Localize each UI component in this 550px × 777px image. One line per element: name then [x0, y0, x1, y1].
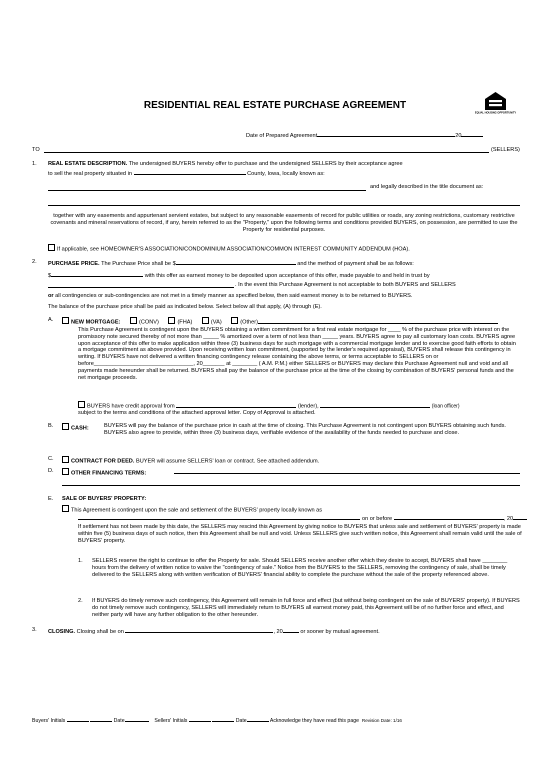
option-b-heading-row: CASH: — [62, 423, 89, 432]
document-title: RESIDENTIAL REAL ESTATE PURCHASE AGREEMENT — [143, 100, 407, 111]
option-b-body: BUYERS will pay the balance of the purchase price in cash at the time of closing. This Purchase Agreement is not contingent upon BUYERS obtaining such funds. BUYERS also agree to provide, within three (3) business days, verifiable evidence of the availability of the funds needed to purchase and close. — [104, 423, 506, 436]
section-2-line-3: . In the event this Purchase Agreement is not acceptable to both BUYERS and SELLERS — [235, 282, 456, 288]
option-d-label: D. — [48, 468, 54, 474]
option-e-item-2-body: If BUYERS do timely remove such contingency, this Agreement will remain in full force and effect (but without being contingent on the sale of BUYERS' property). If BUYERS do not timely remove such contingency, SELLERS will immediately return to BUYERS all earnest money paid, this Agreement will be of no further force and effect, and neither party will have any further obligation to the other hereunder. — [92, 598, 520, 618]
option-e-label: E. — [48, 496, 54, 502]
purchase-price-field[interactable] — [176, 259, 296, 265]
other-mortgage-field[interactable] — [258, 318, 498, 324]
option-e-item-2-number: 2. — [78, 598, 83, 604]
option-a-label: A. — [48, 317, 54, 323]
legal-description-field[interactable] — [48, 205, 520, 206]
date-prepared-year: 20 — [455, 133, 462, 139]
option-e-body: If settlement has not been made by this date, the SELLERS may rescind this Agreement by giving notice to BUYERS that unless sale and settlement of BUYERS' property is made within five (5) business days of such notice, then this Agreement shall be null and void. Unless SELLERS give such written notice, this Agreement shall remain valid until the sale of BUYERS' property. — [78, 524, 522, 544]
option-a-row: NEW MORTGAGE: (CONV) (FHA) (VA) (Other) — [62, 317, 498, 326]
lender-field[interactable] — [176, 402, 296, 408]
credit-approval-row: BUYERS have credit approval from (lender), (loan officer) — [78, 401, 459, 410]
footer-date-1-label: Date — [113, 718, 125, 724]
option-e-item-1-number: 1. — [78, 558, 83, 564]
fha-checkbox[interactable] — [168, 317, 175, 324]
conv-checkbox[interactable] — [130, 317, 137, 324]
buyer-initials-field-1[interactable] — [67, 716, 89, 722]
hoa-checkbox[interactable] — [48, 244, 55, 251]
revision-date: Revision Date: 1/16 — [361, 718, 402, 723]
other-financing-checkbox[interactable] — [62, 468, 69, 475]
buyers-property-field[interactable] — [78, 519, 360, 520]
equal-housing-logo — [474, 91, 517, 117]
date-prepared-field[interactable] — [317, 131, 455, 137]
to-label: TO — [32, 147, 40, 153]
contract-for-deed-checkbox[interactable] — [62, 456, 69, 463]
section-2-heading: PURCHASE PRICE. — [48, 261, 100, 267]
va-checkbox[interactable] — [202, 317, 209, 324]
trust-holder-field[interactable] — [48, 287, 234, 288]
buyer-initials-field-2[interactable] — [90, 716, 112, 722]
credit-approval-line-2: subject to the terms and conditions of the attached approval letter. Copy of Approval is attached. — [78, 410, 316, 416]
date-prepared-year-field[interactable] — [461, 131, 483, 137]
to-field[interactable] — [44, 152, 489, 153]
section-3-heading: CLOSING. — [48, 629, 76, 635]
date-prepared-row — [246, 131, 483, 140]
section-2-line-1: PURCHASE PRICE. The Purchase Price shall be $ and the method of payment shall be as follows: — [48, 261, 414, 267]
credit-approval-checkbox[interactable] — [78, 401, 85, 408]
closing-date-field[interactable] — [125, 627, 273, 633]
hoa-row: If applicable, see HOMEOWNER'S ASSOCIATION/CONDOMINIUM ASSOCIATION/COMMON INTEREST COMMUNITY ADDENDUM (HOA). — [48, 244, 410, 253]
section-2-line-2: $ with this offer as earnest money to be deposited upon acceptance of this offer, made payable to and held in trust by — [48, 273, 430, 279]
sellers-initials-label: Sellers' Initials — [154, 718, 188, 724]
section-1-heading: REAL ESTATE DESCRIPTION. — [48, 161, 128, 167]
seller-initials-field-1[interactable] — [189, 716, 211, 722]
seller-date-field[interactable] — [247, 716, 269, 722]
option-a-body: This Purchase Agreement is contingent upon the BUYERS obtaining a written commitment for a first real estate mortgage for ____ % of the purchase price with interest on the promissory note secured thereby of not more than _____ % amortized over a term of not less than _____ years. BUYERS agree to pay all customary loan costs. BUYERS agree upon acceptance of this offer to make application within three (3) business days for such mortgage with a commercial mortgage lender and to exercise good faith efforts to obtain a mortgage commitment as above provided. Upon receiving written loan commitment, (supported by the lender's required appraisal), BUYERS shall release this contingency in writing. If BUYERS have not delivered a written financing contingency release containing the above terms, or terms acceptable to SELLERS on or before________________________________, 20_______ at ________ ( A.M. P.M.) either SELLERS or BUYERS may declare this Purchase Agreement null and void and all payments made hereunder shall be returned. BUYERS shall pay the balance of the purchase price at the time of the closing by combination of BUYERS' personal funds and the net mortgage proceeds. — [78, 327, 516, 381]
other-financing-field-1[interactable] — [174, 473, 520, 474]
sale-of-property-checkbox[interactable] — [62, 505, 69, 512]
sellers-label: (SELLERS) — [491, 147, 520, 153]
section-1-line-2: to sell the real property situated in County, Iowa, locally known as: — [48, 171, 325, 177]
option-e-line-2: on or before , 20 — [362, 514, 527, 523]
county-field[interactable] — [134, 169, 246, 175]
date-prepared-label: Date of Prepared Agreement — [246, 133, 318, 139]
option-c-label: C. — [48, 456, 54, 462]
footer-row — [32, 716, 402, 725]
earnest-money-field[interactable] — [51, 271, 143, 277]
section-3-row: CLOSING. Closing shall be on , 20 or sooner by mutual agreement. — [48, 629, 380, 635]
section-2-line-5: The balance of the purchase price shall be paid as indicated below. Select below all that apply, (A) through (E). — [48, 304, 322, 310]
sale-year-field[interactable] — [513, 514, 527, 520]
cash-checkbox[interactable] — [62, 423, 69, 430]
footer-date-2-label: Date — [235, 718, 247, 724]
option-c-row: CONTRACT FOR DEED. BUYER will assume SELLERS' loan or contract. See attached addendum. — [62, 456, 319, 465]
other-financing-field-2[interactable] — [62, 485, 520, 486]
other-checkbox[interactable] — [231, 317, 238, 324]
new-mortgage-checkbox[interactable] — [62, 317, 69, 324]
buyer-date-field[interactable] — [125, 716, 149, 722]
buyers-initials-label: Buyers' Initials — [32, 718, 66, 724]
acknowledge-label: Acknowledge they have read this page — [269, 718, 359, 724]
section-2-number: 2. — [32, 259, 37, 265]
loan-officer-field[interactable] — [320, 402, 430, 408]
closing-year-field[interactable] — [283, 627, 299, 633]
section-1-line-3: and legally described in the title document as: — [370, 184, 484, 190]
section-2-line-4: or all contingencies or sub-contingencies are not met in a timely manner as specified below, then said earnest money is to be returned to BUYERS. — [48, 293, 413, 299]
section-1-line-1: REAL ESTATE DESCRIPTION. The undersigned BUYERS hereby offer to purchase and the undersigned SELLERS by their acceptance agree — [48, 161, 403, 167]
option-e-line-1: This Agreement is contingent upon the sale and settlement of the BUYERS' property locally known as — [62, 505, 322, 514]
logo-text: EQUAL HOUSING OPPORTUNITY — [474, 111, 517, 115]
option-d-row: OTHER FINANCING TERMS: — [62, 468, 146, 477]
sale-date-field[interactable] — [394, 514, 504, 520]
section-1-number: 1. — [32, 161, 37, 167]
option-b-label: B. — [48, 423, 54, 429]
seller-initials-field-2[interactable] — [212, 716, 234, 722]
option-e-item-1-body: SELLERS reserve the right to continue to offer the Property for sale. Should SELLERS receive another offer which they desire to accept, BUYERS shall have ________ hours from the delivery of written notice to waive the "contingency of sale." Notice from the BUYERS to the SELLERS, removing the contingency of sale, shall be timely delivered to the SELLERS along with written verification of BUYERS' financial ability to complete the purchase without the sale of the property referenced above. — [92, 558, 508, 578]
option-e-heading: SALE OF BUYERS' PROPERTY: — [62, 496, 147, 502]
section-3-number: 3. — [32, 627, 37, 633]
address-field[interactable] — [48, 190, 366, 191]
section-1-body: together with any easements and appurtenant servient estates, but subject to any reasonable easements of record for public utilities or roads, any zoning restrictions, customary restrictive covenants and mineral reservations of record, if any, herein referred to as the "Property," upon the following terms and conditions provided BUYERS, on possession, are permitted to use the Property for residential purposes. — [50, 213, 518, 233]
